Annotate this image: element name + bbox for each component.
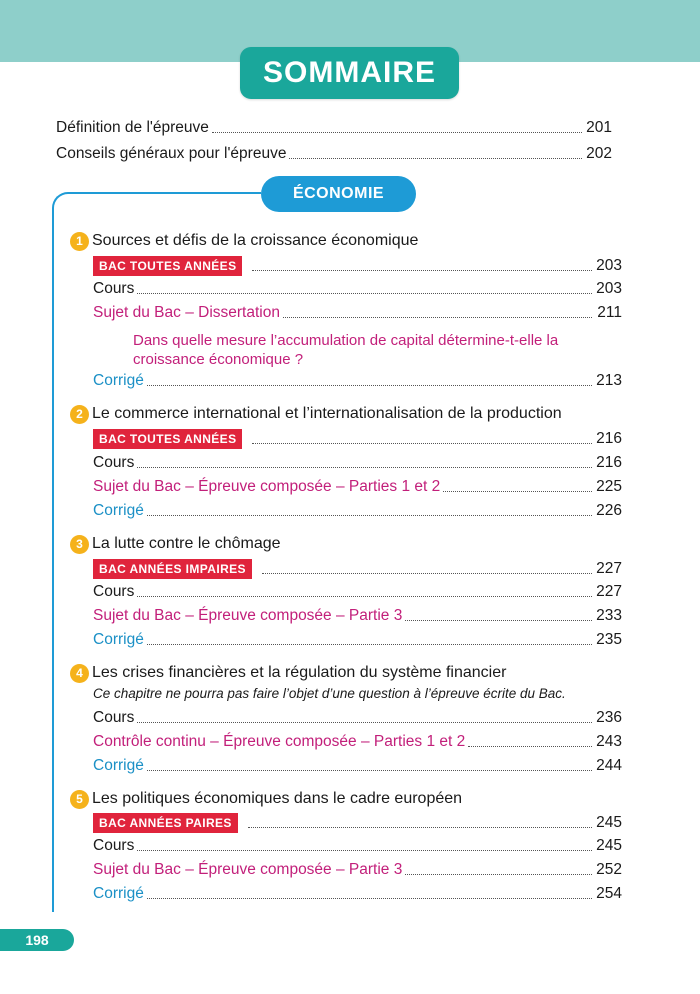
page-title: SOMMAIRE <box>240 47 459 99</box>
leader-dots <box>147 769 592 771</box>
chapter-heading[interactable] <box>70 662 506 684</box>
chapter-number-badge: 4 <box>70 664 89 683</box>
toc-entry-label: Sujet du Bac – Épreuve composée – Parties 1 et 2 <box>93 478 441 495</box>
toc-entry-page: 203 <box>596 280 622 297</box>
chapter-number-badge: 3 <box>70 535 89 554</box>
chapter-number-badge: 1 <box>70 232 89 251</box>
toc-entry[interactable] <box>0 834 700 856</box>
toc-entry-page: 202 <box>586 145 612 162</box>
leader-dots <box>248 826 592 828</box>
leader-dots <box>147 384 592 386</box>
chapter-number-badge: 5 <box>70 790 89 809</box>
toc-entry-label: Sujet du Bac – Épreuve composée – Partie 3 <box>93 861 403 878</box>
chapter-heading[interactable] <box>70 788 462 810</box>
toc-entry[interactable] <box>0 628 700 650</box>
toc-entry[interactable] <box>0 754 700 776</box>
toc-entry-label: Corrigé <box>93 502 144 519</box>
leader-dots <box>137 849 592 851</box>
toc-entry[interactable] <box>0 499 700 521</box>
toc-entry-page: 244 <box>596 757 622 774</box>
chapter-title: Les crises financières et la régulation du système financier <box>92 664 507 681</box>
chapter-heading[interactable] <box>70 403 562 425</box>
chapter-title: Le commerce international et l’internationalisation de la production <box>92 405 562 422</box>
chapter-heading[interactable] <box>70 533 281 555</box>
chapter-number-badge: 2 <box>70 405 89 424</box>
toc-entry[interactable] <box>0 858 700 880</box>
toc-entry-label: Contrôle continu – Épreuve composée – Parties 1 et 2 <box>93 733 466 750</box>
toc-entry[interactable] <box>0 369 700 391</box>
toc-entry[interactable] <box>0 475 700 497</box>
chapter-title: La lutte contre le chômage <box>92 535 281 552</box>
toc-entry-page: 254 <box>596 885 622 902</box>
toc-entry-label: Conseils généraux pour l'épreuve <box>56 145 287 162</box>
leader-dots <box>289 157 582 159</box>
leader-dots <box>283 316 592 318</box>
toc-entry-page: 227 <box>596 560 622 577</box>
toc-entry-label: Sujet du Bac – Épreuve composée – Partie 3 <box>93 607 403 624</box>
leader-dots <box>137 466 592 468</box>
toc-entry-label: Cours <box>93 280 135 297</box>
subject-question: Dans quelle mesure l’accumulation de capital détermine-t-elle la croissance économique ? <box>133 332 559 368</box>
toc-entry[interactable] <box>0 557 700 579</box>
exam-tag: BAC TOUTES ANNÉES <box>93 256 242 276</box>
toc-entry[interactable] <box>0 116 700 138</box>
toc-entry[interactable] <box>0 706 700 728</box>
toc-entry[interactable] <box>0 604 700 626</box>
page-number: 198 <box>0 929 74 951</box>
section-title: ÉCONOMIE <box>261 176 416 212</box>
chapter-heading[interactable] <box>70 230 418 252</box>
toc-entry-page: 213 <box>596 372 622 389</box>
toc-entry-page: 236 <box>596 709 622 726</box>
toc-entry-label: Corrigé <box>93 885 144 902</box>
toc-entry-page: 252 <box>596 861 622 878</box>
exam-tag: BAC ANNÉES PAIRES <box>93 813 238 833</box>
toc-entry-page: 201 <box>586 119 612 136</box>
leader-dots <box>137 292 592 294</box>
leader-dots <box>405 873 592 875</box>
chapter-note: Ce chapitre ne pourra pas faire l’objet d’une question à l’épreuve écrite du Bac. <box>93 686 566 701</box>
toc-entry-label: Cours <box>93 583 135 600</box>
toc-entry-page: 203 <box>596 257 622 274</box>
toc-entry-page: 243 <box>596 733 622 750</box>
leader-dots <box>147 643 592 645</box>
toc-entry-label: Cours <box>93 454 135 471</box>
toc-entry[interactable] <box>0 301 700 323</box>
leader-dots <box>252 269 592 271</box>
leader-dots <box>405 619 592 621</box>
toc-entry-label: Corrigé <box>93 757 144 774</box>
leader-dots <box>147 514 592 516</box>
toc-entry-label: Corrigé <box>93 372 144 389</box>
leader-dots <box>212 131 582 133</box>
toc-entry[interactable] <box>0 142 700 164</box>
toc-entry-label: Cours <box>93 837 135 854</box>
toc-entry-label: Sujet du Bac – Dissertation <box>93 304 280 321</box>
exam-tag: BAC ANNÉES IMPAIRES <box>93 559 252 579</box>
toc-entry-page: 233 <box>596 607 622 624</box>
toc-entry[interactable] <box>0 254 700 276</box>
toc-entry-page: 226 <box>596 502 622 519</box>
toc-entry-label: Corrigé <box>93 631 144 648</box>
toc-entry-label: Définition de l'épreuve <box>56 119 209 136</box>
toc-entry-page: 227 <box>596 583 622 600</box>
toc-entry[interactable] <box>0 730 700 752</box>
toc-entry-page: 245 <box>596 814 622 831</box>
leader-dots <box>262 572 592 574</box>
toc-entry-page: 235 <box>596 631 622 648</box>
toc-entry[interactable] <box>0 580 700 602</box>
toc-entry-page: 216 <box>596 454 622 471</box>
toc-entry[interactable] <box>0 427 700 449</box>
leader-dots <box>137 721 592 723</box>
toc-entry-page: 225 <box>596 478 622 495</box>
toc-entry[interactable] <box>0 277 700 299</box>
leader-dots <box>147 897 592 899</box>
exam-tag: BAC TOUTES ANNÉES <box>93 429 242 449</box>
toc-entry[interactable] <box>0 811 700 833</box>
toc-entry-label: Cours <box>93 709 135 726</box>
toc-entry-page: 211 <box>597 304 622 321</box>
toc-entry[interactable] <box>0 882 700 904</box>
toc-entry[interactable] <box>0 451 700 473</box>
toc-entry-page: 216 <box>596 430 622 447</box>
chapter-title: Les politiques économiques dans le cadre européen <box>92 790 463 807</box>
chapter-title: Sources et défis de la croissance économique <box>92 232 419 249</box>
leader-dots <box>137 595 592 597</box>
toc-entry-page: 245 <box>596 837 622 854</box>
leader-dots <box>252 442 592 444</box>
leader-dots <box>443 490 592 492</box>
leader-dots <box>468 745 592 747</box>
